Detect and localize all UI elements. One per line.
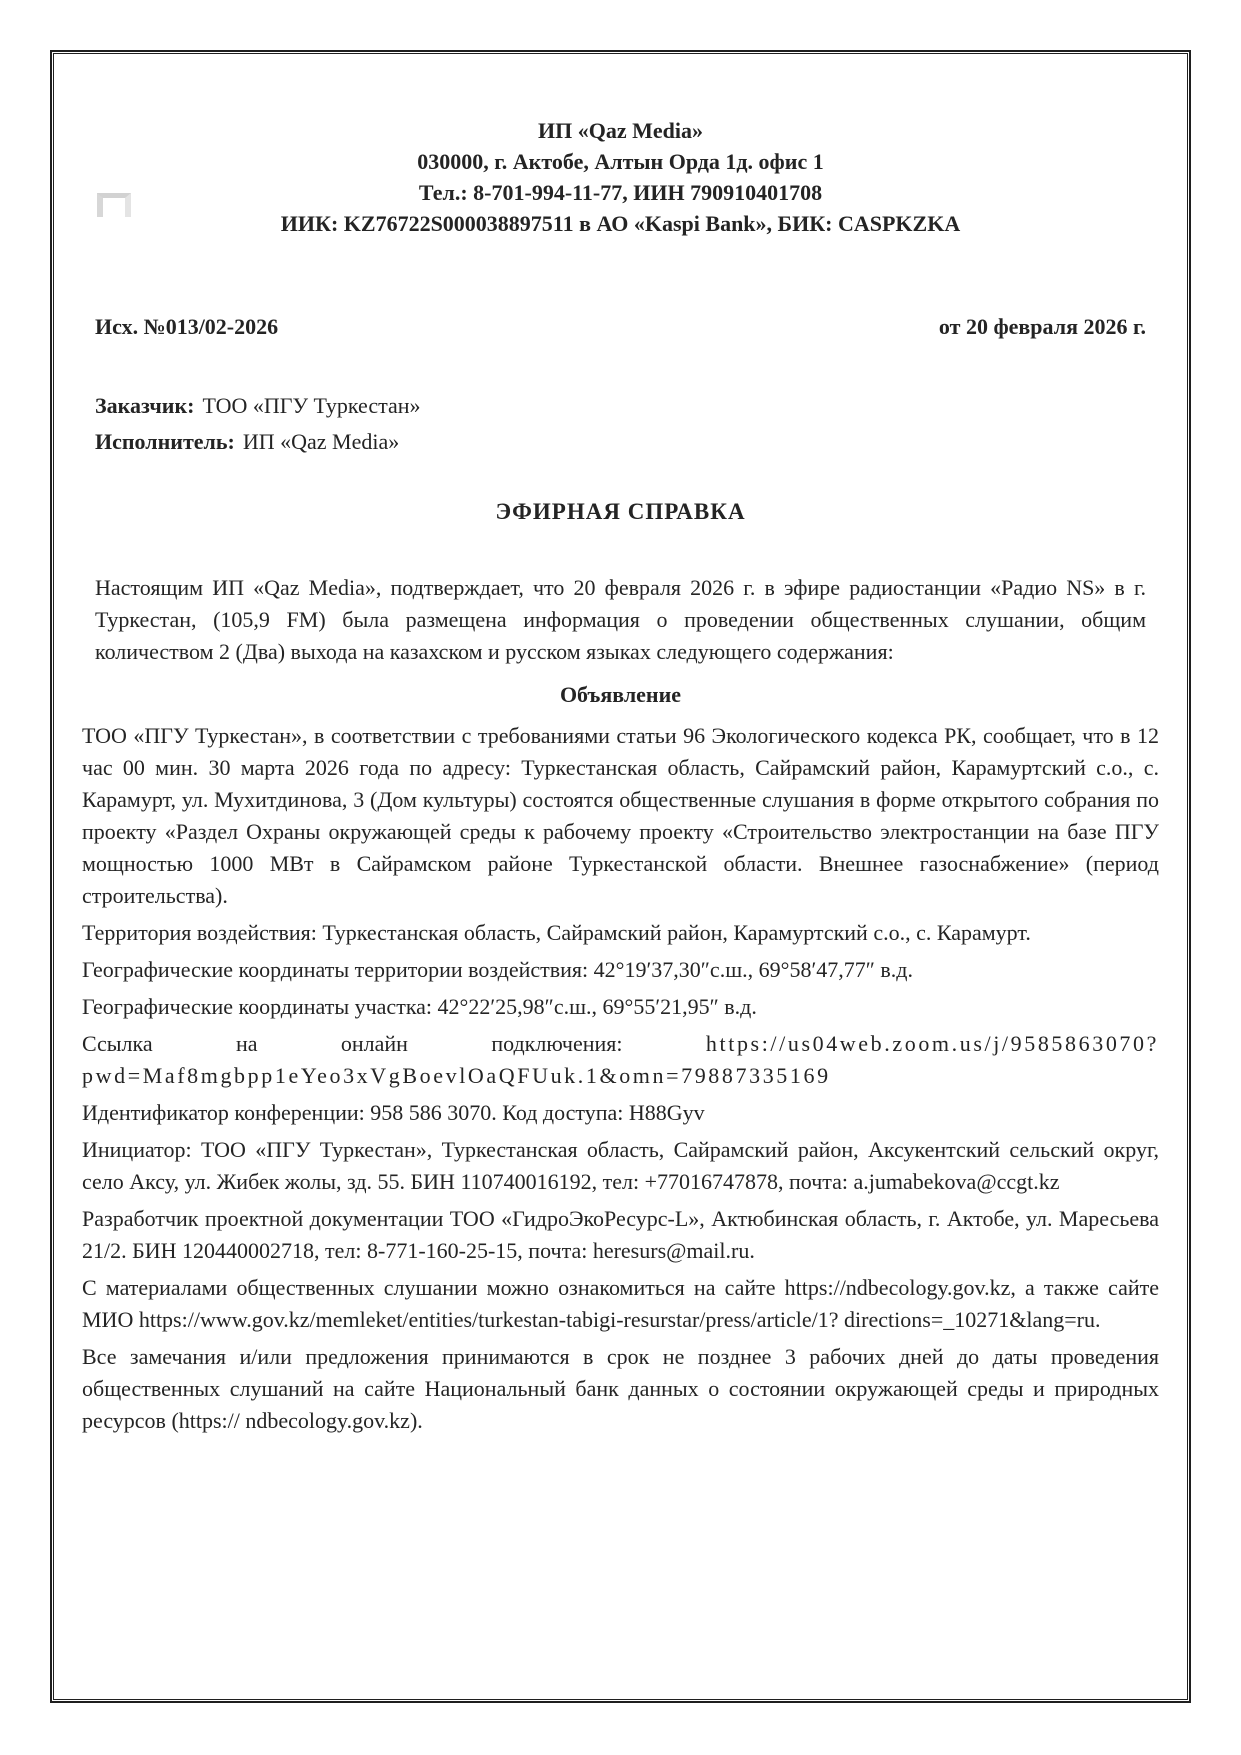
- document-top-section: [82, 115, 1159, 668]
- customer-line: [95, 388, 1146, 424]
- customer-label: Заказчик:: [95, 393, 195, 418]
- letterhead: [95, 115, 1146, 239]
- online-link-paragraph: [82, 1028, 1159, 1092]
- coordinates-site-line: Географические координаты участка: 42°22′25,98″с.ш., 69°55′21,95″ в.д.: [82, 994, 757, 1019]
- document-content: [53, 53, 1188, 1442]
- remarks-deadline-paragraph: Все замечания и/или предложения принимаются в срок не позднее 3 рабочих дней до даты проведения общественных слушаний на сайте Национальный банк данных о состоянии окружающей среды и природных ресурсов (https:// ndbecology.gov.kz).: [82, 1344, 1159, 1433]
- zoom-meeting-url: https://us04web.zoom.us/j/9585863070?pwd=Maf8mgbpp1eYeo3xVgBoevlOaQFUuk.1&omn=79887335169: [82, 1031, 1159, 1088]
- announcement-heading: Объявление: [559, 682, 682, 707]
- impact-territory-paragraph: Территория воздействия: Туркестанская область, Сайрамский район, Карамуртский с.о., с. Карамурт.: [82, 920, 1031, 945]
- letterhead-company: ИП «Qaz Media»: [538, 118, 703, 143]
- contractor-label: Исполнитель:: [95, 429, 235, 454]
- reference-row: [95, 312, 1146, 342]
- intro-paragraph: Настоящим ИП «Qaz Media», подтверждает, что 20 февраля 2026 г. в эфире радиостанции «Радио NS» в г. Туркестан, (105,9 FM) была размещена информация о проведении общественных слушании, общим количеством 2 (Два) выхода на казахском и русском языках следующего содержания:: [95, 575, 1146, 664]
- announcement-body: [82, 720, 1159, 1437]
- letterhead-bank-details: ИИК: KZ76722S000038897511 в АО «Kaspi Bank», БИК: CASPKZKA: [280, 211, 961, 236]
- coordinates-impact-line: Географические координаты территории воздействия: 42°19′37,30″с.ш., 69°58′47,77″ в.д.: [82, 957, 913, 982]
- hearing-details-paragraph: ТОО «ПГУ Туркестан», в соответствии с требованиями статьи 96 Экологического кодекса РК, сообщает, что в 12 час 00 мин. 30 марта 2026 года по адресу: Туркестанская область, Сайрамский район, Карамуртский с.о., с. Карамурт, ул. Мухитдинова, 3 (Дом культуры) состоятся общественные слушания в форме открытого собрания по проекту «Раздел Охраны окружающей среды к рабочему проекту «Строительство электростанции на базе ПГУ мощностью 1000 МВт в Сайрамском районе Туркестанской области. Внешнее газоснабжение» (период строительства).: [82, 723, 1159, 908]
- materials-access-paragraph: С материалами общественных слушании можно ознакомиться на сайте https://ndbecology.gov.kz, а также сайте МИО https://www.gov.kz/memleket/entities/turkestan-tabigi-resurstar/press/article/1? directions=_10271&lang=ru.: [82, 1275, 1159, 1332]
- document-title: ЭФИРНАЯ СПРАВКА: [495, 499, 746, 524]
- letterhead-address: 030000, г. Актобе, Алтын Орда 1д. офис 1: [417, 149, 824, 174]
- letterhead-phone-iin: Тел.: 8-701-994-11-77, ИИН 790910401708: [418, 180, 823, 205]
- customer-value: ТОО «ПГУ Туркестан»: [202, 393, 421, 418]
- parties-block: [95, 388, 1146, 460]
- outgoing-number: Исх. №013/02-2026: [95, 314, 279, 339]
- conference-id-line: Идентификатор конференции: 958 586 3070. Код доступа: H88Gyv: [82, 1100, 705, 1125]
- contractor-line: [95, 424, 1146, 460]
- initiator-paragraph: Инициатор: ТОО «ПГУ Туркестан», Туркестанская область, Сайрамский район, Аксукентский сельский округ, село Аксу, ул. Жибек жолы, зд. 55. БИН 110740016192, тел: +77016747878, почта: a.jumabekova@ccgt.kz: [82, 1137, 1159, 1194]
- document-date: от 20 февраля 2026 г.: [938, 314, 1146, 339]
- online-link-label: Ссылка на онлайн подключения:: [82, 1031, 623, 1056]
- developer-paragraph: Разработчик проектной документации ТОО «ГидроЭкоРесурс-L», Актюбинская область, г. Актобе, ул. Маресьева 21/2. БИН 120440002718, тел: 8-771-160-25-15, почта: heresurs@mail.ru.: [82, 1206, 1159, 1263]
- contractor-value: ИП «Qaz Media»: [242, 429, 400, 454]
